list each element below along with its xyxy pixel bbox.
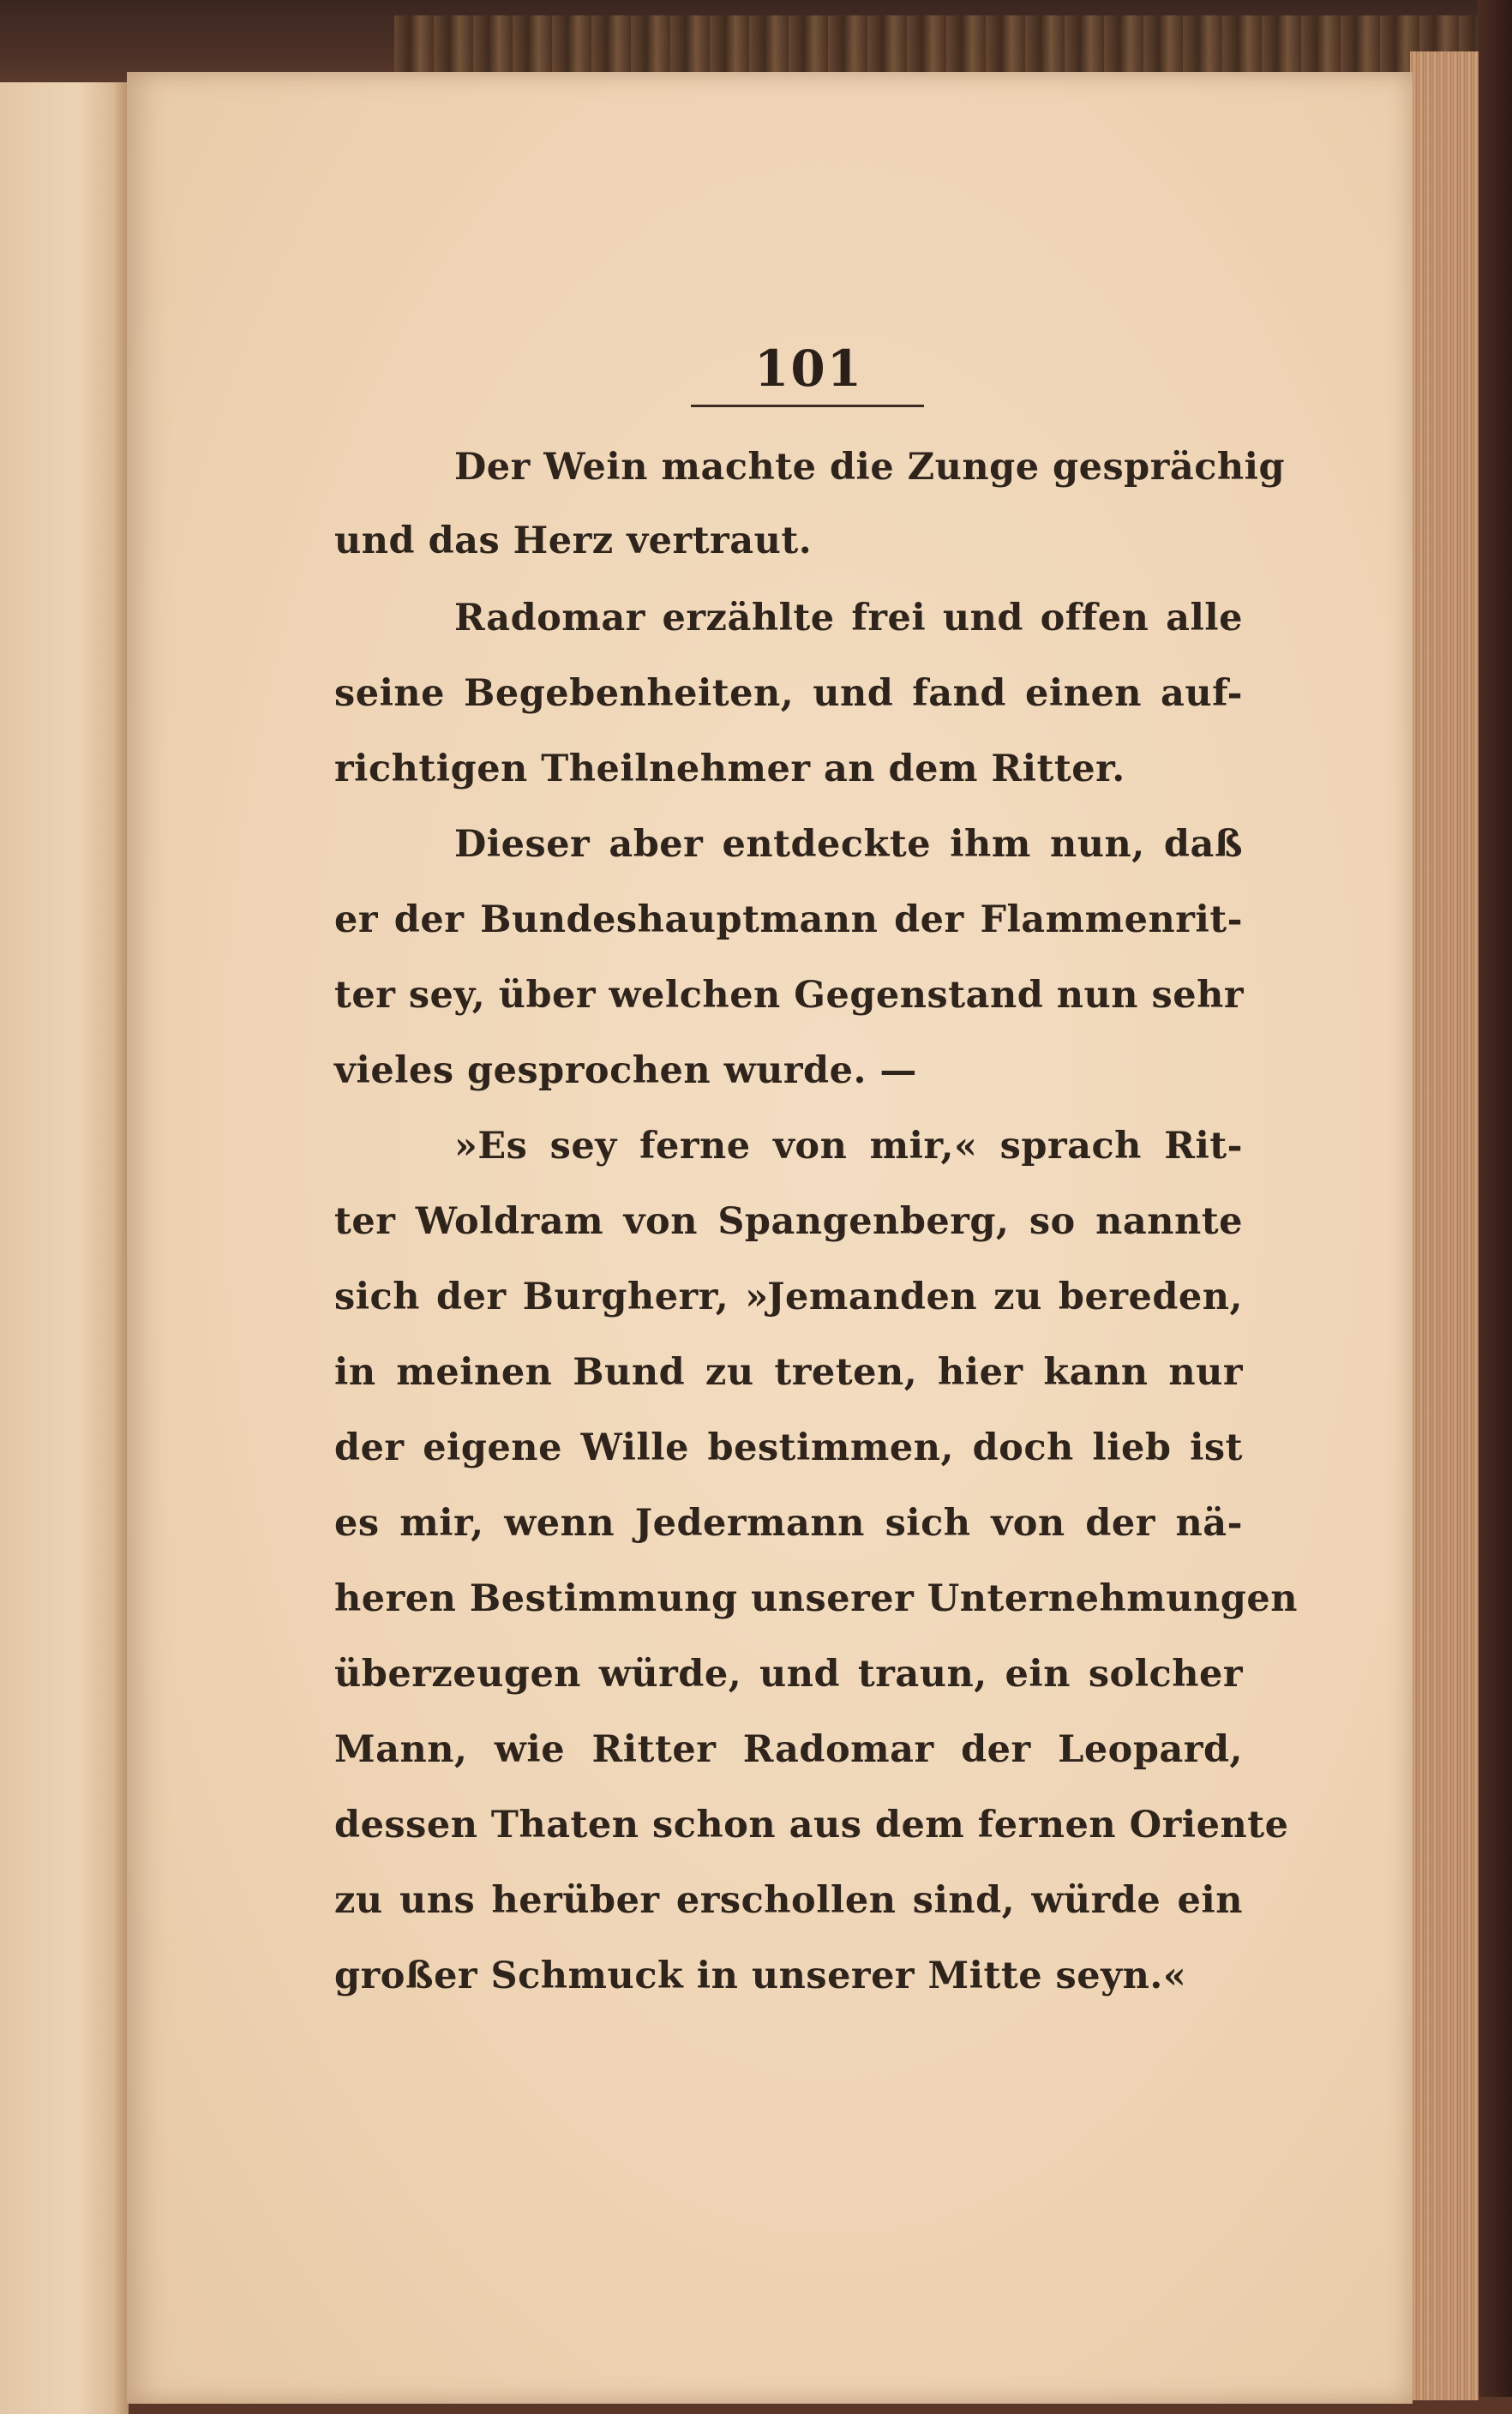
page-number-rule — [691, 405, 924, 407]
book-cover-right — [1478, 0, 1512, 2414]
text-line: sich der Burgherr, »Jemanden zu bereden, — [334, 1276, 1243, 1318]
text-line: in meinen Bund zu treten, hier kann nur — [334, 1351, 1243, 1394]
text-line: großer Schmuck in unserer Mitte seyn.« — [334, 1955, 1187, 1997]
text-line: »Es sey ferne von mir,« sprach Rit- — [454, 1125, 1243, 1168]
text-line: zu uns herüber erschollen sind, würde ein — [334, 1879, 1243, 1922]
text-line: überzeugen würde, und traun, ein solcher — [334, 1653, 1243, 1696]
text-line: der eigene Wille bestimmen, doch lieb ist — [334, 1426, 1243, 1469]
text-line: seine Begebenheiten, und fand einen auf- — [334, 672, 1243, 715]
text-line: heren Bestimmung unserer Unternehmungen — [334, 1577, 1298, 1620]
page-number: 101 — [754, 339, 864, 398]
text-line: Der Wein machte die Zunge gesprächig — [454, 446, 1286, 489]
text-line: und das Herz vertraut. — [334, 519, 813, 562]
text-line: er der Bundeshauptmann der Flammenrit- — [334, 898, 1243, 941]
text-line: Dieser aber entdeckte ihm nun, daß — [454, 823, 1243, 866]
text-line: ter sey, über welchen Gegenstand nun sehr — [334, 974, 1245, 1017]
text-line: dessen Thaten schon aus dem fernen Oriente — [334, 1804, 1289, 1847]
text-line: es mir, wenn Jedermann sich von der nä- — [334, 1502, 1243, 1545]
marbled-cover-edge — [394, 15, 1512, 75]
text-line: Mann, wie Ritter Radomar der Leopard, — [334, 1728, 1243, 1771]
text-line: Radomar erzählte frei und offen alle — [454, 597, 1243, 640]
text-line: richtigen Theilnehmer an dem Ritter. — [334, 748, 1125, 790]
left-facing-page — [0, 82, 129, 2414]
page-edges — [1410, 51, 1479, 2400]
text-line: ter Woldram von Spangenberg, so nannte — [334, 1200, 1243, 1243]
text-line: vieles gesprochen wurde. — — [334, 1049, 917, 1092]
